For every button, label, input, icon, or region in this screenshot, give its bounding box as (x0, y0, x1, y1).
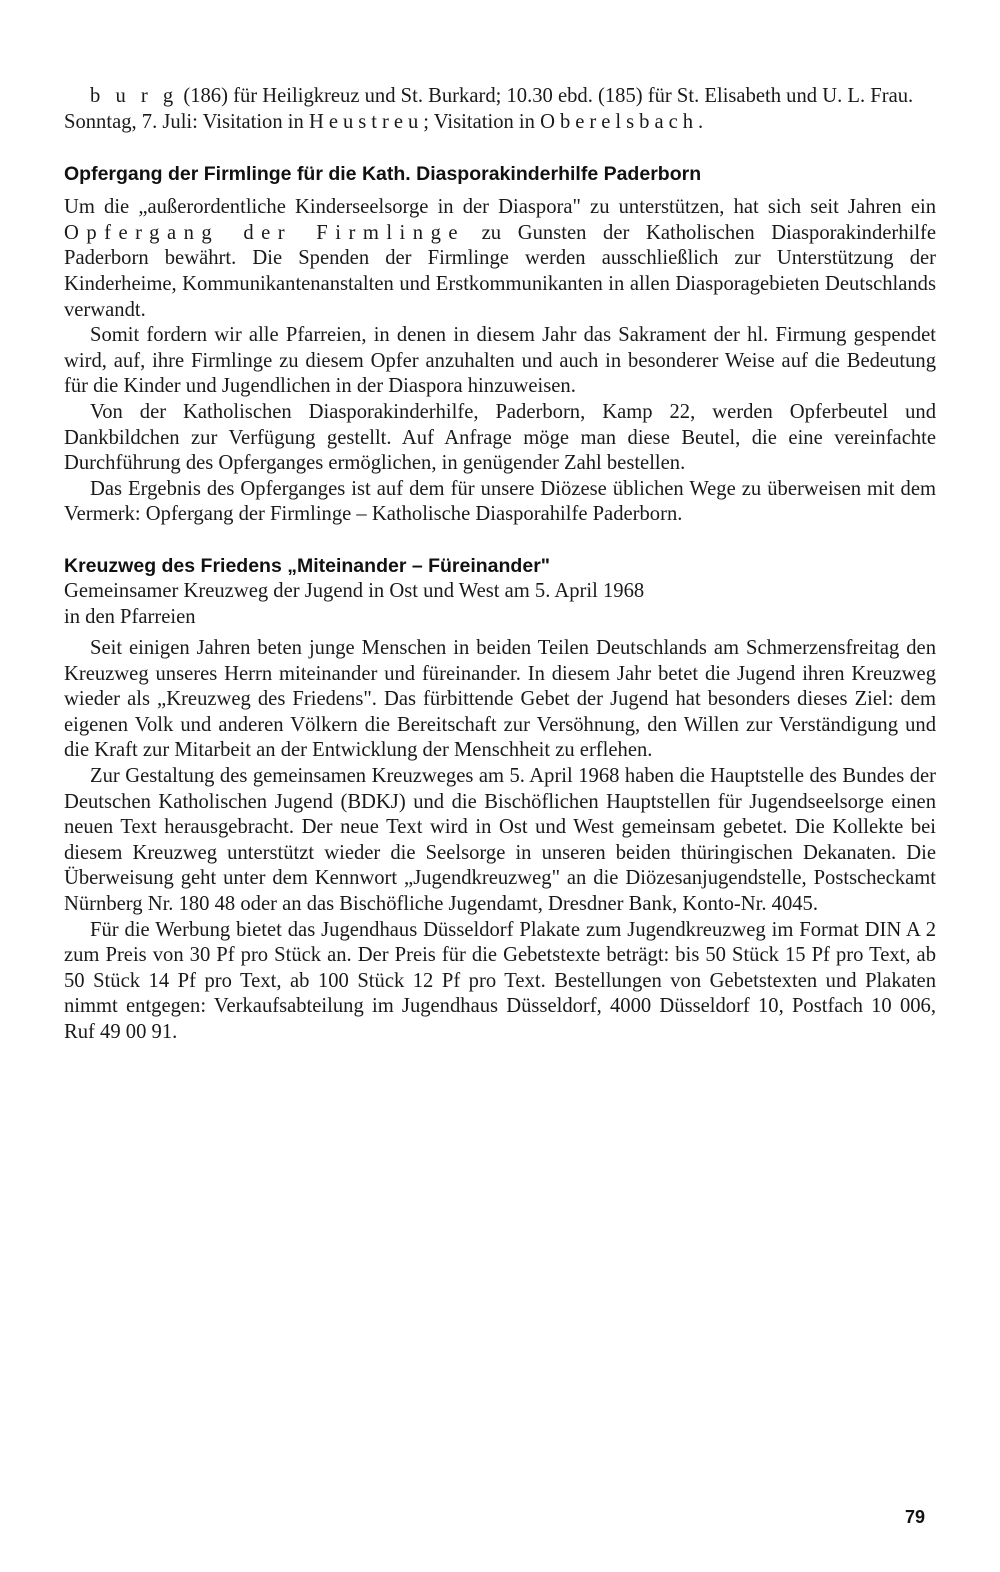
spaced-emphasis: Opfergang der Firmlinge (64, 221, 466, 244)
schedule-continuation: b u r g (186) für Heiligkreuz und St. Burkard; 10.30 ebd. (185) für St. Elisabeth und U. L. Frau. (90, 85, 914, 107)
page-number: 79 (905, 1507, 926, 1527)
document-page (64, 84, 936, 1046)
paragraph: Für die Werbung bietet das Jugendhaus Düsseldorf Plakate zum Jugendkreuzweg im Format DIN A 2 zum Preis von 30 Pf pro Stück an. Der Preis für die Gebetstexte beträgt: bis 50 Stück 15 Pf pro Text, ab 50 Stück 14 Pf pro Text, ab 100 Stück 12 Pf pro Text. Bestellungen von Gebetstexten und Plakaten nimmt entgegen: Verkaufsabteilung im Jugendhaus Düsseldorf, 4000 Düsseldorf 10, Postfach 10 006, Ruf 49 00 91. (64, 918, 936, 1043)
place-heustreu: Heustreu (308, 110, 424, 133)
paragraph: Um die „außerordentliche Kinderseelsorge in der Diaspora" zu unterstützen, hat sich seit Jahren ein Opfergang der Firmlinge zu Gunsten der Katholischen Diasporakinderhilfe Paderborn bewährt. Die Spenden der Firmlinge werden ausschließlich zur Unterstützung der Kinderheime, Kommunikantenanstalten und Erstkommunikanten in allen Diasporagebieten Deutschlands verwandt. (64, 196, 936, 321)
paragraph: Das Ergebnis des Opferganges ist auf dem für unsere Diözese üblichen Wege zu überweisen mit dem Vermerk: Opfergang der Firmlinge – Katholische Diasporahilfe Paderborn. (64, 477, 936, 526)
section-heading-kreuzweg: Kreuzweg des Friedens „Miteinander – Füreinander" (64, 554, 551, 577)
section-subtitle: in den Pfarreien (64, 605, 196, 628)
place-oberelsbach: Oberelsbach (540, 110, 699, 133)
section-heading-opfergang: Opfergang der Firmlinge für die Kath. Diasporakinderhilfe Paderborn (64, 163, 702, 186)
sunday-schedule: Sonntag, 7. Juli: Visitation in Heustreu; Visitation in Oberelsbach. (64, 110, 704, 133)
section-subtitle: Gemeinsamer Kreuzweg der Jugend in Ost und West am 5. April 1968 (64, 579, 645, 602)
paragraph: Seit einigen Jahren beten junge Menschen in beiden Teilen Deutschlands am Schmerzensfreitag den Kreuzweg unseres Herrn miteinander und füreinander. In diesem Jahr betet die Jugend ihren Kreuzweg wieder als „Kreuzweg des Friedens". Das fürbittende Gebet der Jugend hat besonders dieses Ziel: dem eigenen Volk und anderen Völkern die Bereitschaft zur Versöhnung, den Willen zur Verständigung und die Kraft zur Mitarbeit an der Entwicklung der Menschheit zu erflehen. (64, 637, 936, 762)
place-name-spaced: b u r g (90, 85, 179, 107)
paragraph: Somit fordern wir alle Pfarreien, in denen in diesem Jahr das Sakrament der hl. Firmung gespendet wird, auf, ihre Firmlinge zu diesem Opfer anzuhalten und auch in besonderer Weise auf die Bedeutung für die Kinder und Jugendlichen in der Diaspora hinzuweisen. (64, 324, 936, 398)
paragraph: Von der Katholischen Diasporakinderhilfe, Paderborn, Kamp 22, werden Opferbeutel und Dankbildchen zur Verfügung gestellt. Auf Anfrage möge man diese Beutel, die eine vereinfachte Durchführung des Opferganges ermöglichen, in genügender Zahl bestellen. (64, 400, 936, 475)
paragraph: Zur Gestaltung des gemeinsamen Kreuzweges am 5. April 1968 haben die Hauptstelle des Bundes der Deutschen Katholischen Jugend (BDKJ) und die Bischöflichen Hauptstellen für Jugendseelsorge einen neuen Text herausgebracht. Der neue Text wird in Ost und West gemeinsam gebetet. Die Kollekte bei diesem Kreuzweg unterstützt wieder die Seelsorge in unseren beiden thüringischen Dekanaten. Die Überweisung geht unter dem Kennwort „Jugendkreuzweg" an die Diözesanjugendstelle, Postscheckamt Nürnberg Nr. 180 48 oder an das Bischöfliche Jugendamt, Dresdner Bank, Konto-Nr. 4045. (64, 765, 936, 916)
